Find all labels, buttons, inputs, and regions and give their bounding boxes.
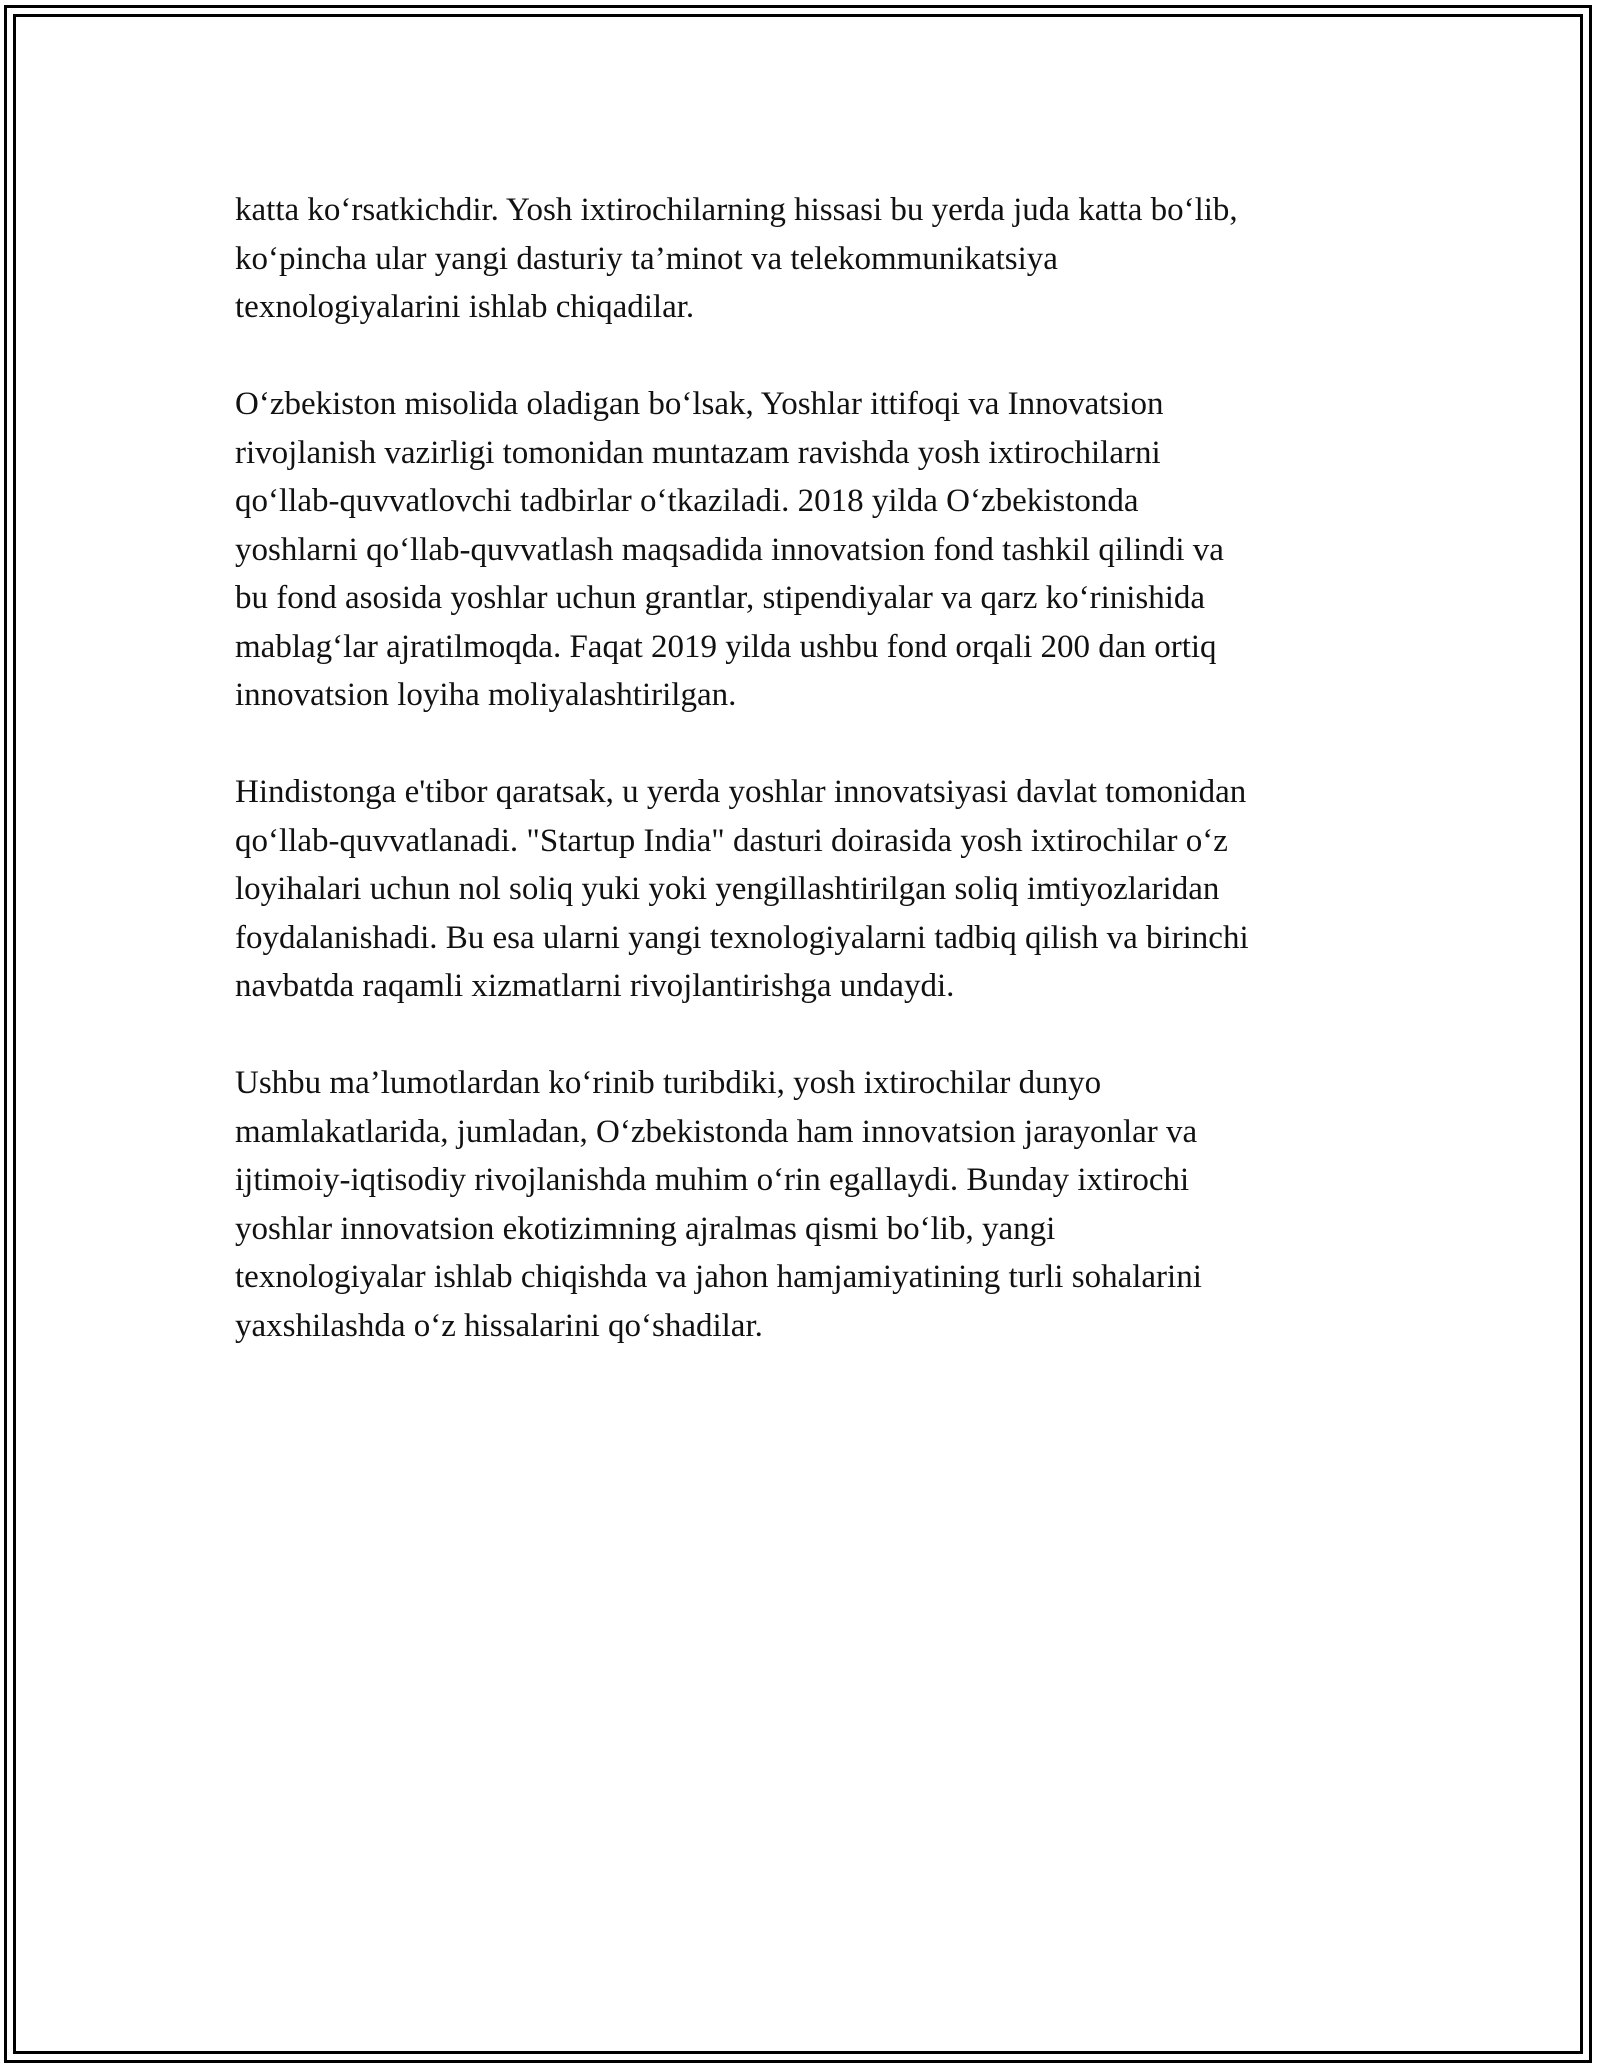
text-line: Hindistonga e'tibor qaratsak, u yerda yoshlar innovatsiyasi davlat tomonidan [235,774,1247,810]
text-line: mablag‘lar ajratilmoqda. Faqat 2019 yilda ushbu fond orqali 200 dan ortiq [235,628,1217,665]
text-line: texnologiyalar ishlab chiqishda va jahon hamjamiyatining turli sohalarini [235,1259,1202,1295]
paragraph-3 [235,768,1385,1011]
paragraph-2 [235,380,1385,720]
paragraph-1 [235,186,1385,332]
text-line: yaxshilashda o‘z hissalarini qo‘shadilar. [235,1307,763,1344]
text-line: bu fond asosida yoshlar uchun grantlar, stipendiyalar va qarz ko‘rinishida [235,580,1206,616]
text-line: mamlakatlarida, jumladan, O‘zbekistonda ham innovatsion jarayonlar va [235,1113,1198,1150]
text-line: navbatda raqamli xizmatlarni rivojlantirishga undaydi. [235,968,955,1004]
text-line: yoshlarni qo‘llab-quvvatlash maqsadida innovatsion fond tashkil qilindi va [235,531,1224,568]
text-line: O‘zbekiston misolida oladigan bo‘lsak, Yoshlar ittifoqi va Innovatsion [235,386,1164,422]
paragraph-4 [235,1059,1385,1350]
text-line: foydalanishadi. Bu esa ularni yangi texnologiyalarni tadbiq qilish va birinchi [235,919,1249,956]
text-line: loyihalari uchun nol soliq yuki yoki yengillashtirilgan soliq imtiyozlaridan [235,871,1220,907]
document-body [235,186,1385,1399]
text-line: innovatsion loyiha moliyalashtirilgan. [235,677,737,713]
text-line: qo‘llab-quvvatlovchi tadbirlar o‘tkaziladi. 2018 yilda O‘zbekistonda [235,483,1139,519]
text-line: katta ko‘rsatkichdir. Yosh ixtirochilarning hissasi bu yerda juda katta bo‘lib, [235,192,1238,228]
text-line: yoshlar innovatsion ekotizimning ajralmas qismi bo‘lib, yangi [235,1210,1056,1247]
text-line: Ushbu ma’lumotlardan ko‘rinib turibdiki, yosh ixtirochilar dunyo [235,1065,1102,1101]
text-line: texnologiyalarini ishlab chiqadilar. [235,289,695,325]
text-line: ijtimoiy-iqtisodiy rivojlanishda muhim o‘rin egallaydi. Bunday ixtirochi [235,1162,1190,1198]
text-line: ko‘pincha ular yangi dasturiy ta’minot va telekommunikatsiya [235,240,1058,277]
text-line: rivojlanish vazirligi tomonidan muntazam ravishda yosh ixtirochilarni [235,434,1161,471]
text-line: qo‘llab-quvvatlanadi. "Startup India" dasturi doirasida yosh ixtirochilar o‘z [235,822,1228,859]
